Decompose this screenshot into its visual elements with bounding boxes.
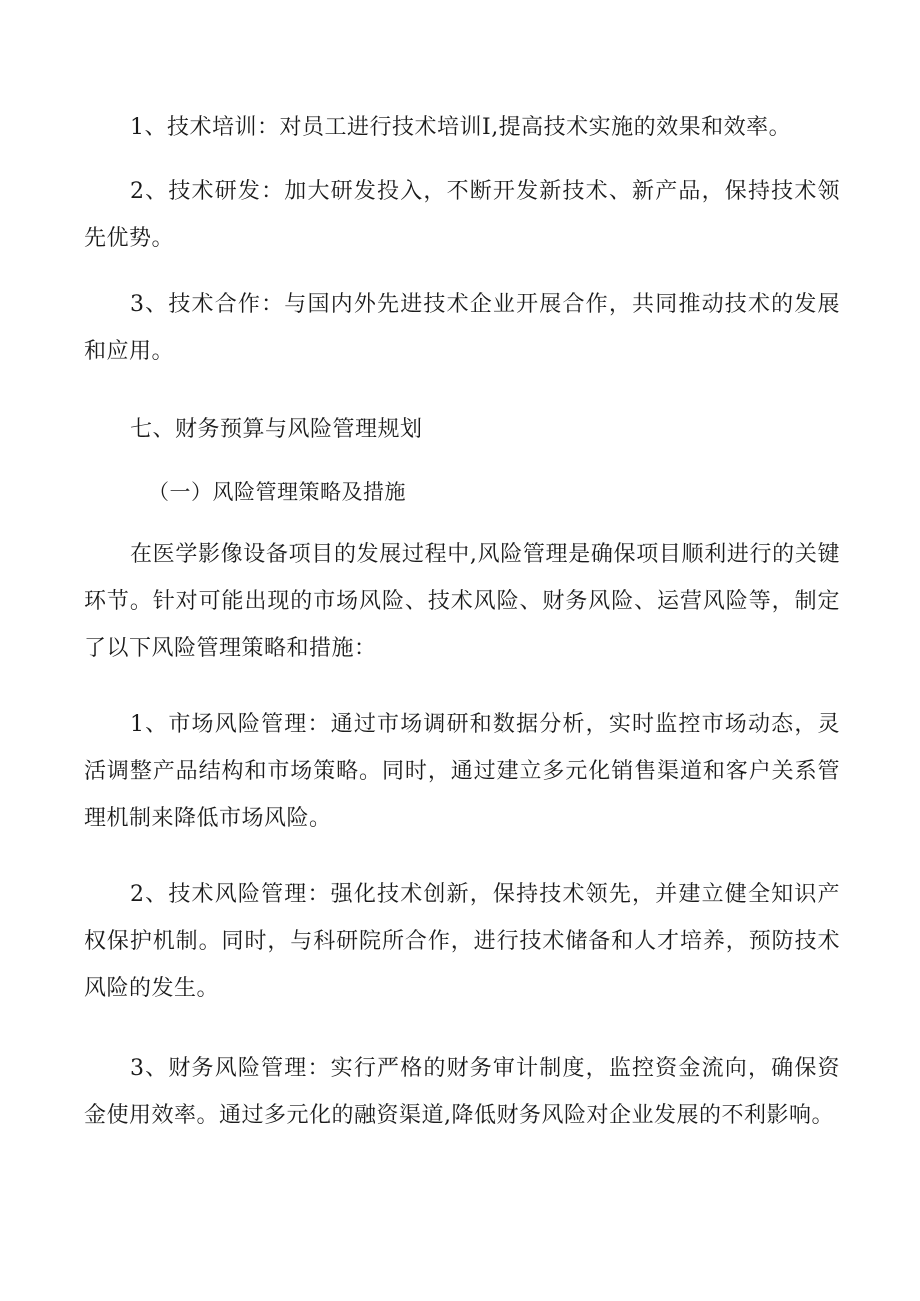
section-heading: 七、财务预算与风险管理规划 [130,417,423,442]
subsection-heading: （一）风险管理策略及措施 [148,480,406,504]
paragraph-tech-risk: 2、技术风险管理：强化技术创新，保持技术领先，并建立健全知识产权保护机制。同时，与科研院所合作，进行技术储备和人才培养，预防技术风险的发生。 [84,882,840,1001]
paragraph-finance-risk: 3、财务风险管理：实行严格的财务审计制度，监控资金流向，确保资金使用效率。通过多元化的融资渠道,降低财务风险对企业发展的不利影响。 [84,1056,840,1128]
paragraph-tech-cooperation: 3、技术合作：与国内外先进技术企业开展合作，共同推动技术的发展和应用。 [84,292,840,364]
paragraph-tech-training: 1、技术培训：对员工进行技术培训I,提高技术实施的效果和效率。 [130,115,792,140]
paragraph-market-risk: 1、市场风险管理：通过市场调研和数据分析，实时监控市场动态，灵活调整产品结构和市场策略。同时，通过建立多元化销售渠道和客户关系管理机制来降低市场风险。 [84,712,840,831]
paragraph-risk-intro: 在医学影像设备项目的发展过程中,风险管理是确保项目顺利进行的关键环节。针对可能出现的市场风险、技术风险、财务风险、运营风险等，制定了以下风险管理策略和措施： [84,542,840,661]
paragraph-tech-rnd: 2、技术研发：加大研发投入，不断开发新技术、新产品，保持技术领先优势。 [84,179,840,251]
